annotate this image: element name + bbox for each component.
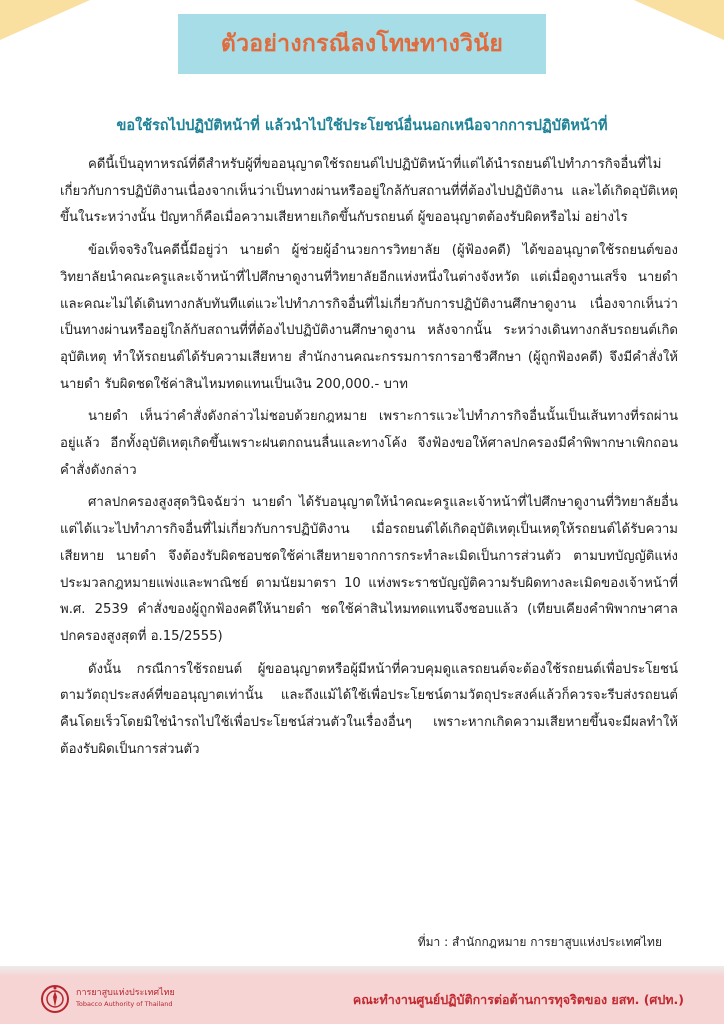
tobacco-authority-logo-icon xyxy=(40,984,70,1014)
logo-english-name: Tobacco Authority of Thailand xyxy=(76,1000,173,1008)
source-note: ที่มา : สำนักกฎหมาย การยาสูบแห่งประเทศไทย xyxy=(417,935,662,949)
paragraph-conclusion: ดังนั้น กรณีการใช้รถยนต์ ผู้ขออนุญาตหรือผู้มีหน้าที่ควบคุมดูแลรถยนต์จะต้องใช้รถยนต์เพื่อประโยชน์ตามวัตถุประสงค์ที่ขออนุญาตเท่านั้น และถึงแม้ได้ใช้เพื่อประโยชน์ตามวัตถุประสงค์แล้วก็ควรจะรีบส่งรถยนต์คืนโดยเร็วโดยมิใช่นำรถไปใช้เพื่อประโยชน์ส่วนตัวในเรื่องอื่นๆ เพราะหากเกิดความเสียหายขึ้นจะมีผลทำให้ต้องรับผิดเป็นการส่วนตัว xyxy=(60,661,678,757)
corner-decoration-right xyxy=(634,0,724,40)
footer-divider xyxy=(0,966,724,976)
corner-decoration-left xyxy=(0,0,90,40)
logo-thai-name: การยาสูบแห่งประเทศไทย xyxy=(76,988,175,998)
paragraph-intro: คดีนี้เป็นอุทาหรณ์ที่ดีสำหรับผู้ที่ขออนุญาตใช้รถยนต์ไปปฏิบัติหน้าที่แต่ได้นำรถยนต์ไปทำภารกิจอื่นที่ไม่เกี่ยวกับการปฏิบัติงานเนื่องจากเห็นว่าเป็นทางผ่านหรืออยู่ใกล้กับสถานที่ที่ต้องไปปฏิบัติงาน และได้เกิดอุบัติเหตุขึ้นในระหว่างนั้น ปัญหาก็คือเมื่อความเสียหายเกิดขึ้นกับรถยนต์ ผู้ขออนุญาตต้องรับผิดหรือไม่ อย่างไร xyxy=(60,157,678,226)
paragraph-claim: นายดำ เห็นว่าคำสั่งดังกล่าวไม่ชอบด้วยกฎหมาย เพราะการแวะไปทำภารกิจอื่นนั้นเป็นเส้นทางที่รถผ่านอยู่แล้ว อีกทั้งอุบัติเหตุเกิดขึ้นเพราะฝนตกถนนลื่นและทางโค้ง จึงฟ้องขอให้ศาลปกครองมีคำพิพากษาเพิกถอนคำสั่งดังกล่าว xyxy=(60,409,678,478)
footer-bar xyxy=(0,976,724,1024)
paragraph-facts: ข้อเท็จจริงในคดีนี้มีอยู่ว่า นายดำ ผู้ช่วยผู้อำนวยการวิทยาลัย (ผู้ฟ้องคดี) ได้ขออนุญาตใช้รถยนต์ของวิทยาลัยนำคณะครูและเจ้าหน้าที่ไปศึกษาดูงานที่วิทยาลัยอีกแห่งหนึ่งในต่างจังหวัด แต่เมื่อดูงานเสร็จ นายดำ และคณะไม่ได้เดินทางกลับทันทีแต่แวะไปทำภารกิจอื่นที่ไม่เกี่ยวกับการปฏิบัติงานศึกษาดูงาน เนื่องจากเห็นว่าเป็นทางผ่านหรืออยู่ใกล้กับสถานที่ที่ต้องไปปฏิบัติงานศึกษาดูงาน หลังจากนั้น ระหว่างเดินทางกลับรถยนต์เกิดอุบัติเหตุ ทำให้รถยนต์ได้รับความเสียหาย สำนักงานคณะกรรมการการอาชีวศึกษา (ผู้ถูกฟ้องคดี) จึงมีคำสั่งให้นายดำ รับผิดชดใช้ค่าสินไหมทดแทนเป็นเงิน 200,000.- บาท xyxy=(60,243,678,392)
title-banner xyxy=(178,14,546,74)
case-heading: ขอใช้รถไปปฏิบัติหน้าที่ แล้วนำไปใช้ประโยชน์อื่นนอกเหนือจากการปฏิบัติหน้าที่ xyxy=(116,118,608,134)
page-title: ตัวอย่างกรณีลงโทษทางวินัย xyxy=(220,31,504,57)
logo-text xyxy=(76,988,175,1010)
case-body xyxy=(60,152,678,769)
footer-credit: คณะทำงานศูนย์ปฏิบัติการต่อต้านการทุจริตของ ยสท. (ศปท.) xyxy=(352,992,684,1007)
paragraph-ruling: ศาลปกครองสูงสุดวินิจฉัยว่า นายดำ ได้รับอนุญาตให้นำคณะครูและเจ้าหน้าที่ไปศึกษาดูงานที่วิทยาลัยอื่น แต่ได้แวะไปทำภารกิจอื่นที่ไม่เกี่ยวกับการปฏิบัติงาน เมื่อรถยนต์ได้เกิดอุบัติเหตุเป็นเหตุให้รถยนต์ได้รับความเสียหาย นายดำ จึงต้องรับผิดชอบชดใช้ค่าเสียหายจากการกระทำละเมิดเป็นการส่วนตัว ตามบทบัญญัติแห่งประมวลกฎหมายแพ่งและพาณิชย์ ตามนัยมาตรา 10 แห่งพระราชบัญญัติความรับผิดทางละเมิดของเจ้าหน้าที่ พ.ศ. 2539 คำสั่งของผู้ถูกฟ้องคดีให้นายดำ ชดใช้ค่าสินไหมทดแทนจึงชอบแล้ว (เทียบเคียงคำพิพากษาศาลปกครองสูงสุดที่ อ.15/2555) xyxy=(60,495,678,644)
